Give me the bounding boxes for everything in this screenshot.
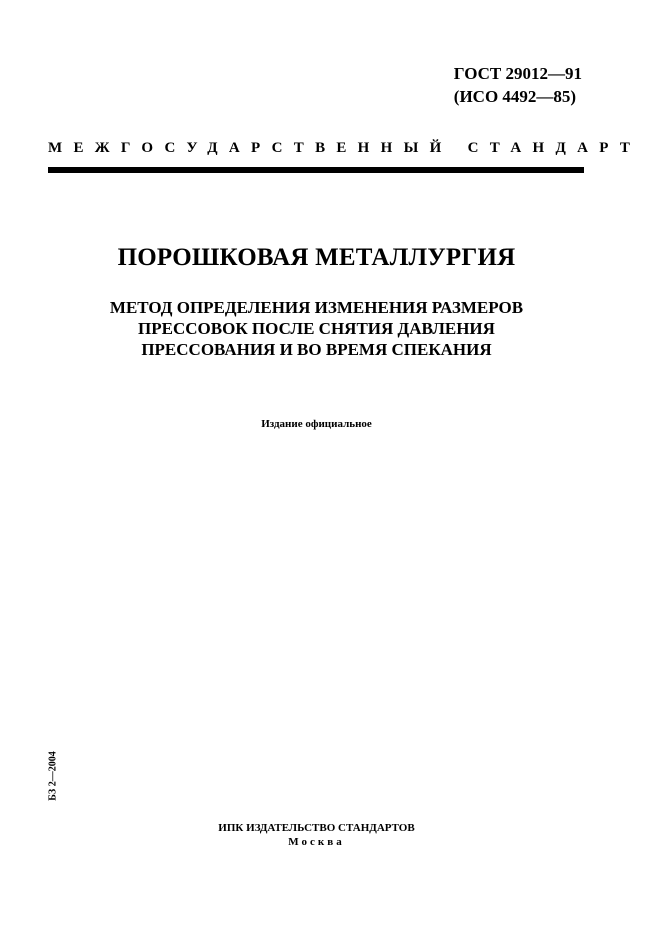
iso-number: (ИСО 4492—85) (453, 87, 577, 106)
subtitle-line: МЕТОД ОПРЕДЕЛЕНИЯ ИЗМЕНЕНИЯ РАЗМЕРОВ (109, 298, 524, 317)
gost-number: ГОСТ 29012—91 (453, 64, 582, 83)
publisher-block (0, 821, 633, 849)
standard-designation (454, 62, 582, 108)
subtitle-line: ПРЕССОВОК ПОСЛЕ СНЯТИЯ ДАВЛЕНИЯ (138, 319, 495, 338)
side-catalog-mark (46, 737, 60, 815)
publisher-city: Москва (288, 836, 345, 848)
document-subtitle (0, 297, 633, 360)
subtitle-line: ПРЕССОВАНИЯ И ВО ВРЕМЯ СПЕКАНИЯ (141, 340, 492, 359)
interstate-standard-banner: МЕЖГОСУДАРСТВЕННЫЙ СТАНДАРТ (48, 140, 642, 156)
publisher-name: ИПК ИЗДАТЕЛЬСТВО СТАНДАРТОВ (218, 822, 415, 834)
side-catalog-text: БЗ 2—2004 (47, 751, 59, 801)
document-title: ПОРОШКОВАЯ МЕТАЛЛУРГИЯ (117, 244, 516, 271)
header-rule (48, 167, 584, 173)
edition-label: Издание официальное (261, 418, 372, 430)
